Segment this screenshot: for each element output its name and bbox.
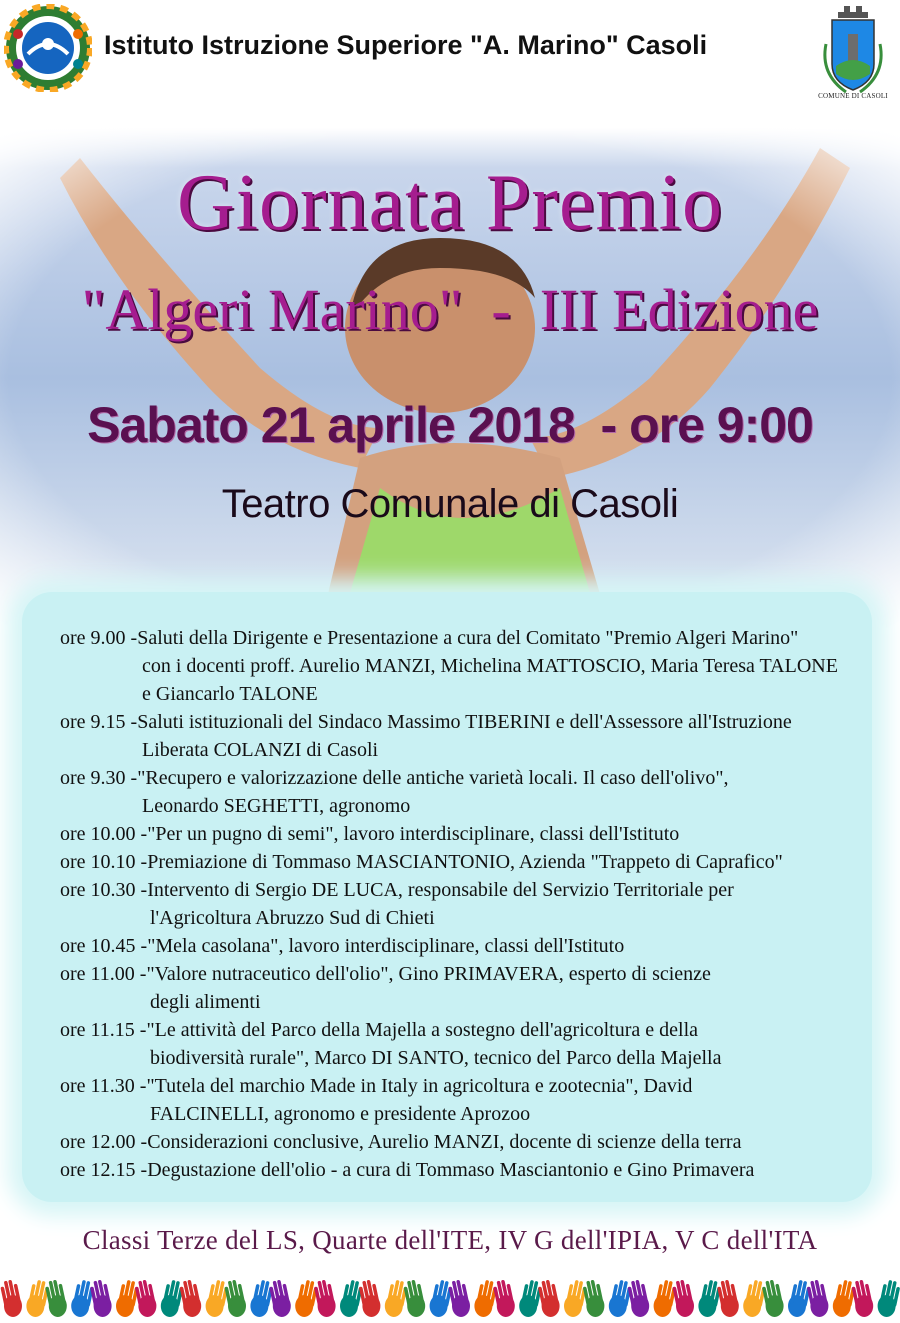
program-time: ore 10.45 - — [60, 935, 148, 957]
program-text: Saluti della Dirigente e Presentazione a cura del Comitato "Premio Algeri Marino" — [137, 627, 799, 649]
hand-icon — [71, 1280, 94, 1317]
hand-icon — [269, 1280, 291, 1317]
hand-icon — [609, 1280, 632, 1317]
program-time: ore 9.00 - — [60, 627, 138, 649]
program-text: FALCINELLI, agronomo e presidente Aprozoo — [150, 1103, 531, 1125]
program-text: "Valore nutraceutico dell'olio", Gino PRIMAVERA, esperto di scienze — [146, 963, 711, 985]
program-item — [60, 624, 880, 708]
program-text: Liberata COLANZI di Casoli — [142, 739, 379, 761]
program-item — [60, 932, 880, 960]
hand-icon — [90, 1280, 112, 1317]
program-time: ore 10.10 - — [60, 851, 148, 873]
program-time: ore 10.30 - — [60, 879, 148, 901]
hand-icon — [314, 1280, 336, 1317]
hand-icon — [448, 1280, 470, 1317]
hand-icon — [672, 1280, 694, 1317]
hand-icon — [493, 1280, 515, 1317]
event-title: Giornata Premio — [177, 159, 723, 247]
hero-banner — [0, 128, 900, 628]
hand-icon — [26, 1280, 49, 1317]
hand-icon — [45, 1280, 67, 1317]
event-date: Sabato 21 aprile 2018 - ore 9:00 — [87, 397, 813, 453]
program-time: ore 12.15 - — [60, 1159, 148, 1181]
hand-icon — [654, 1280, 677, 1317]
program-text: "Tutela del marchio Made in Italy in agricoltura e zootecnia", David — [146, 1075, 693, 1097]
hand-icon — [583, 1280, 605, 1317]
hand-icon — [206, 1280, 229, 1317]
participating-classes: Classi Terze del LS, Quarte dell'ITE, IV G dell'IPIA, V C dell'ITA — [82, 1225, 818, 1255]
hand-icon — [295, 1280, 318, 1317]
hand-icon — [404, 1280, 426, 1317]
hand-icon — [743, 1280, 766, 1317]
hand-icon — [807, 1280, 829, 1317]
program-text: "Le attività del Parco della Majella a sostegno dell'agricoltura e della — [146, 1019, 699, 1041]
colorful-hands-decoration-icon — [0, 1268, 900, 1323]
program-text: "Mela casolana", lavoro interdisciplinare, classi dell'Istituto — [147, 935, 625, 957]
program-time: ore 9.15 - — [60, 711, 138, 733]
program-list — [60, 624, 880, 1184]
program-text: l'Agricoltura Abruzzo Sud di Chieti — [150, 907, 435, 929]
hand-icon — [788, 1280, 811, 1317]
program-time: ore 9.30 - — [60, 767, 138, 789]
program-time: ore 12.00 - — [60, 1131, 148, 1153]
program-time: ore 11.00 - — [60, 963, 147, 985]
program-item — [60, 876, 880, 932]
program-text: "Recupero e valorizzazione delle antiche varietà locali. Il caso dell'olivo", — [137, 767, 729, 789]
hand-icon — [250, 1280, 273, 1317]
program-text: con i docenti proff. Aurelio MANZI, Michelina MATTOSCIO, Maria Teresa TALONE — [142, 655, 838, 677]
program-text: degli alimenti — [150, 991, 261, 1013]
hand-icon — [564, 1280, 587, 1317]
program-text: Saluti istituzionali del Sindaco Massimo TIBERINI e dell'Assessore all'Istruzione — [137, 711, 792, 733]
hand-icon — [430, 1280, 453, 1317]
program-text: biodiversità rurale", Marco DI SANTO, tecnico del Parco della Majella — [150, 1047, 722, 1069]
program-text: Leonardo SEGHETTI, agronomo — [142, 795, 411, 817]
program-item — [60, 1156, 880, 1184]
program-text: "Per un pugno di semi", lavoro interdisciplinare, classi dell'Istituto — [147, 823, 680, 845]
program-time: ore 11.30 - — [60, 1075, 147, 1097]
event-subtitle: "Algeri Marino" - III Edizione — [81, 277, 819, 342]
hand-icon — [116, 1280, 139, 1317]
hand-icon — [224, 1280, 246, 1317]
hand-icon — [762, 1280, 784, 1317]
hand-icon — [0, 1280, 22, 1317]
program-time: ore 11.15 - — [60, 1019, 147, 1041]
program-item — [60, 820, 880, 848]
hand-icon — [717, 1280, 739, 1317]
coat-of-arms-label: COMUNE DI CASOLI — [818, 92, 888, 100]
hand-icon — [698, 1280, 721, 1317]
school-name: Istituto Istruzione Superiore "A. Marino" Casoli — [104, 30, 708, 60]
hand-icon — [519, 1280, 542, 1317]
program-item — [60, 1128, 880, 1156]
program-item — [60, 708, 880, 764]
program-item — [60, 960, 880, 1016]
hand-icon — [538, 1280, 560, 1317]
hand-icon — [340, 1280, 363, 1317]
program-text: Considerazioni conclusive, Aurelio MANZI, docente di scienze della terra — [147, 1131, 742, 1153]
hand-icon — [385, 1280, 408, 1317]
hand-icon — [474, 1280, 497, 1317]
program-text: e Giancarlo TALONE — [142, 683, 318, 705]
program-item — [60, 848, 880, 876]
program-item — [60, 1072, 880, 1128]
hand-icon — [878, 1280, 900, 1317]
hand-icon — [628, 1280, 650, 1317]
program-item — [60, 1016, 880, 1072]
hand-icon — [359, 1280, 381, 1317]
header — [0, 0, 900, 120]
event-venue: Teatro Comunale di Casoli — [221, 482, 679, 526]
program-text: Degustazione dell'olio - a cura di Tommaso Masciantonio e Gino Primavera — [147, 1159, 755, 1181]
program-time: ore 10.00 - — [60, 823, 148, 845]
hand-icon — [161, 1280, 184, 1317]
school-logo-icon — [4, 4, 92, 92]
hand-icon — [852, 1280, 874, 1317]
hand-icon — [833, 1280, 856, 1317]
program-text: Intervento di Sergio DE LUCA, responsabile del Servizio Territoriale per — [147, 879, 734, 901]
hand-icon — [135, 1280, 157, 1317]
hand-icon — [180, 1280, 202, 1317]
program-text: Premiazione di Tommaso MASCIANTONIO, Azienda "Trappeto di Caprafico" — [147, 851, 783, 873]
program-item — [60, 764, 880, 820]
